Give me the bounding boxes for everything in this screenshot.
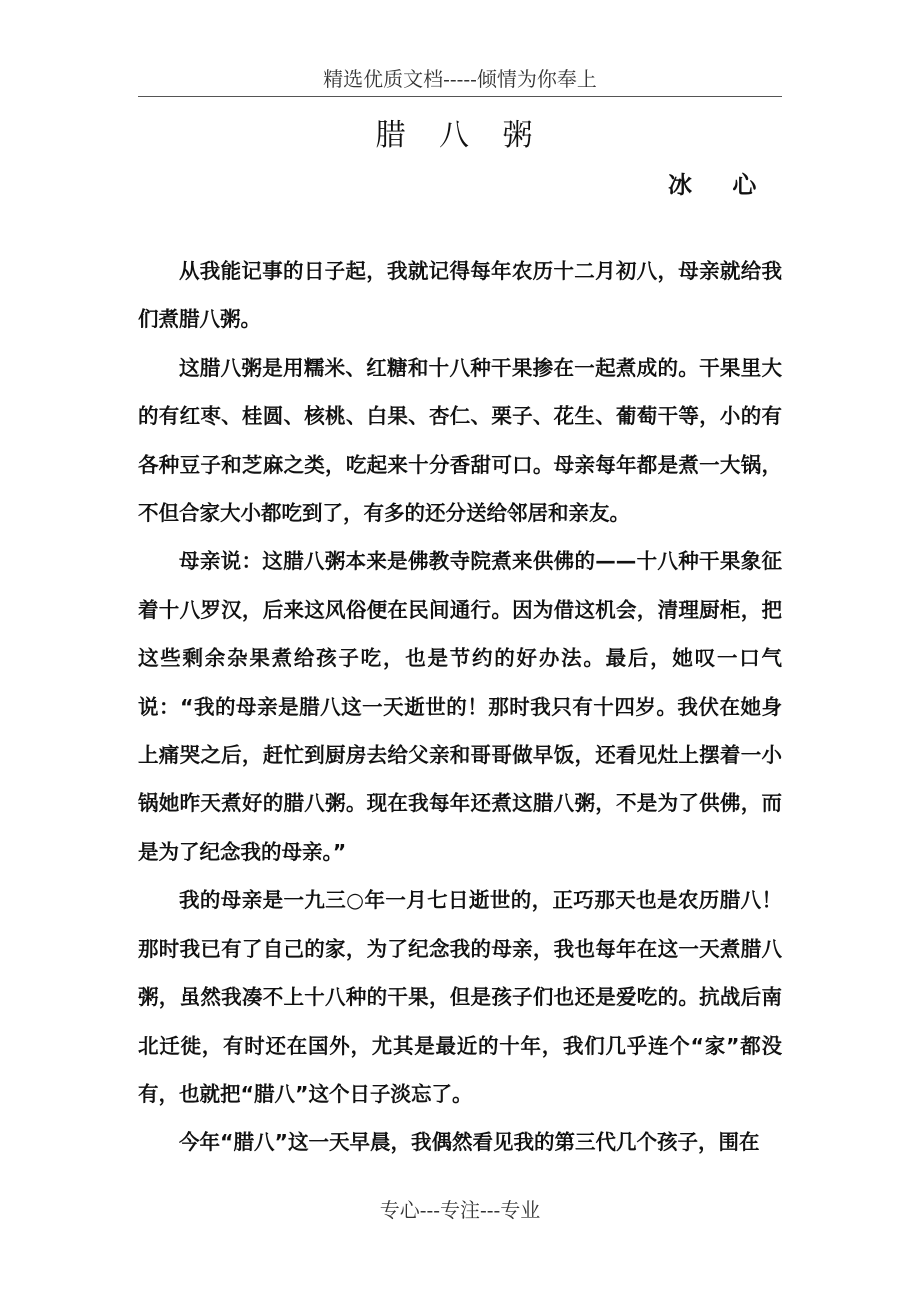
article-body [138, 247, 782, 1167]
article-author: 冰 心 [668, 171, 773, 199]
article-title: 腊 八 粥 [375, 118, 545, 153]
header-divider [138, 96, 782, 97]
paragraph: 我的母亲是一九三○年一月七日逝世的，正巧那天也是农历腊八！那时我已有了自己的家，为了纪念我的母亲，我也每年在这一天煮腊八粥，虽然我凑不上十八种的干果，但是孩子们也还是爱吃的。抗战后南北迁徙，有时还在国外，尤其是最近的十年，我们几乎连个“家”都没有，也就把“腊八”这个日子淡忘了。 [138, 888, 782, 1106]
paragraph: 母亲说：这腊八粥本来是佛教寺院煮来供佛的——十八种干果象征着十八罗汉，后来这风俗便在民间通行。因为借这机会，清理厨柜，把这些剩余杂果煮给孩子吃，也是节约的好办法。最后，她叹一口气说：“我的母亲是腊八这一天逝世的！那时我只有十四岁。我伏在她身上痛哭之后，赶忙到厨房去给父亲和哥哥做早饭，还看见灶上摆着一小锅她昨天煮好的腊八粥。现在我每年还煮这腊八粥，不是为了供佛，而是为了纪念我的母亲。” [138, 549, 782, 864]
page-footer: 专心---专注---专业 [379, 1198, 541, 1222]
paragraph: 这腊八粥是用糯米、红糖和十八种干果掺在一起煮成的。干果里大的有红枣、桂圆、核桃、白果、杏仁、栗子、花生、葡萄干等，小的有各种豆子和芝麻之类，吃起来十分香甜可口。母亲每年都是煮一大锅，不但合家大小都吃到了，有多的还分送给邻居和亲友。 [138, 355, 782, 526]
page-header: 精选优质文档-----倾情为你奉上 [323, 67, 597, 91]
paragraph: 今年“腊八”这一天早晨，我偶然看见我的第三代几个孩子，围在 [179, 1130, 760, 1155]
paragraph: 从我能记事的日子起，我就记得每年农历十二月初八，母亲就给我们煮腊八粥。 [138, 259, 782, 332]
